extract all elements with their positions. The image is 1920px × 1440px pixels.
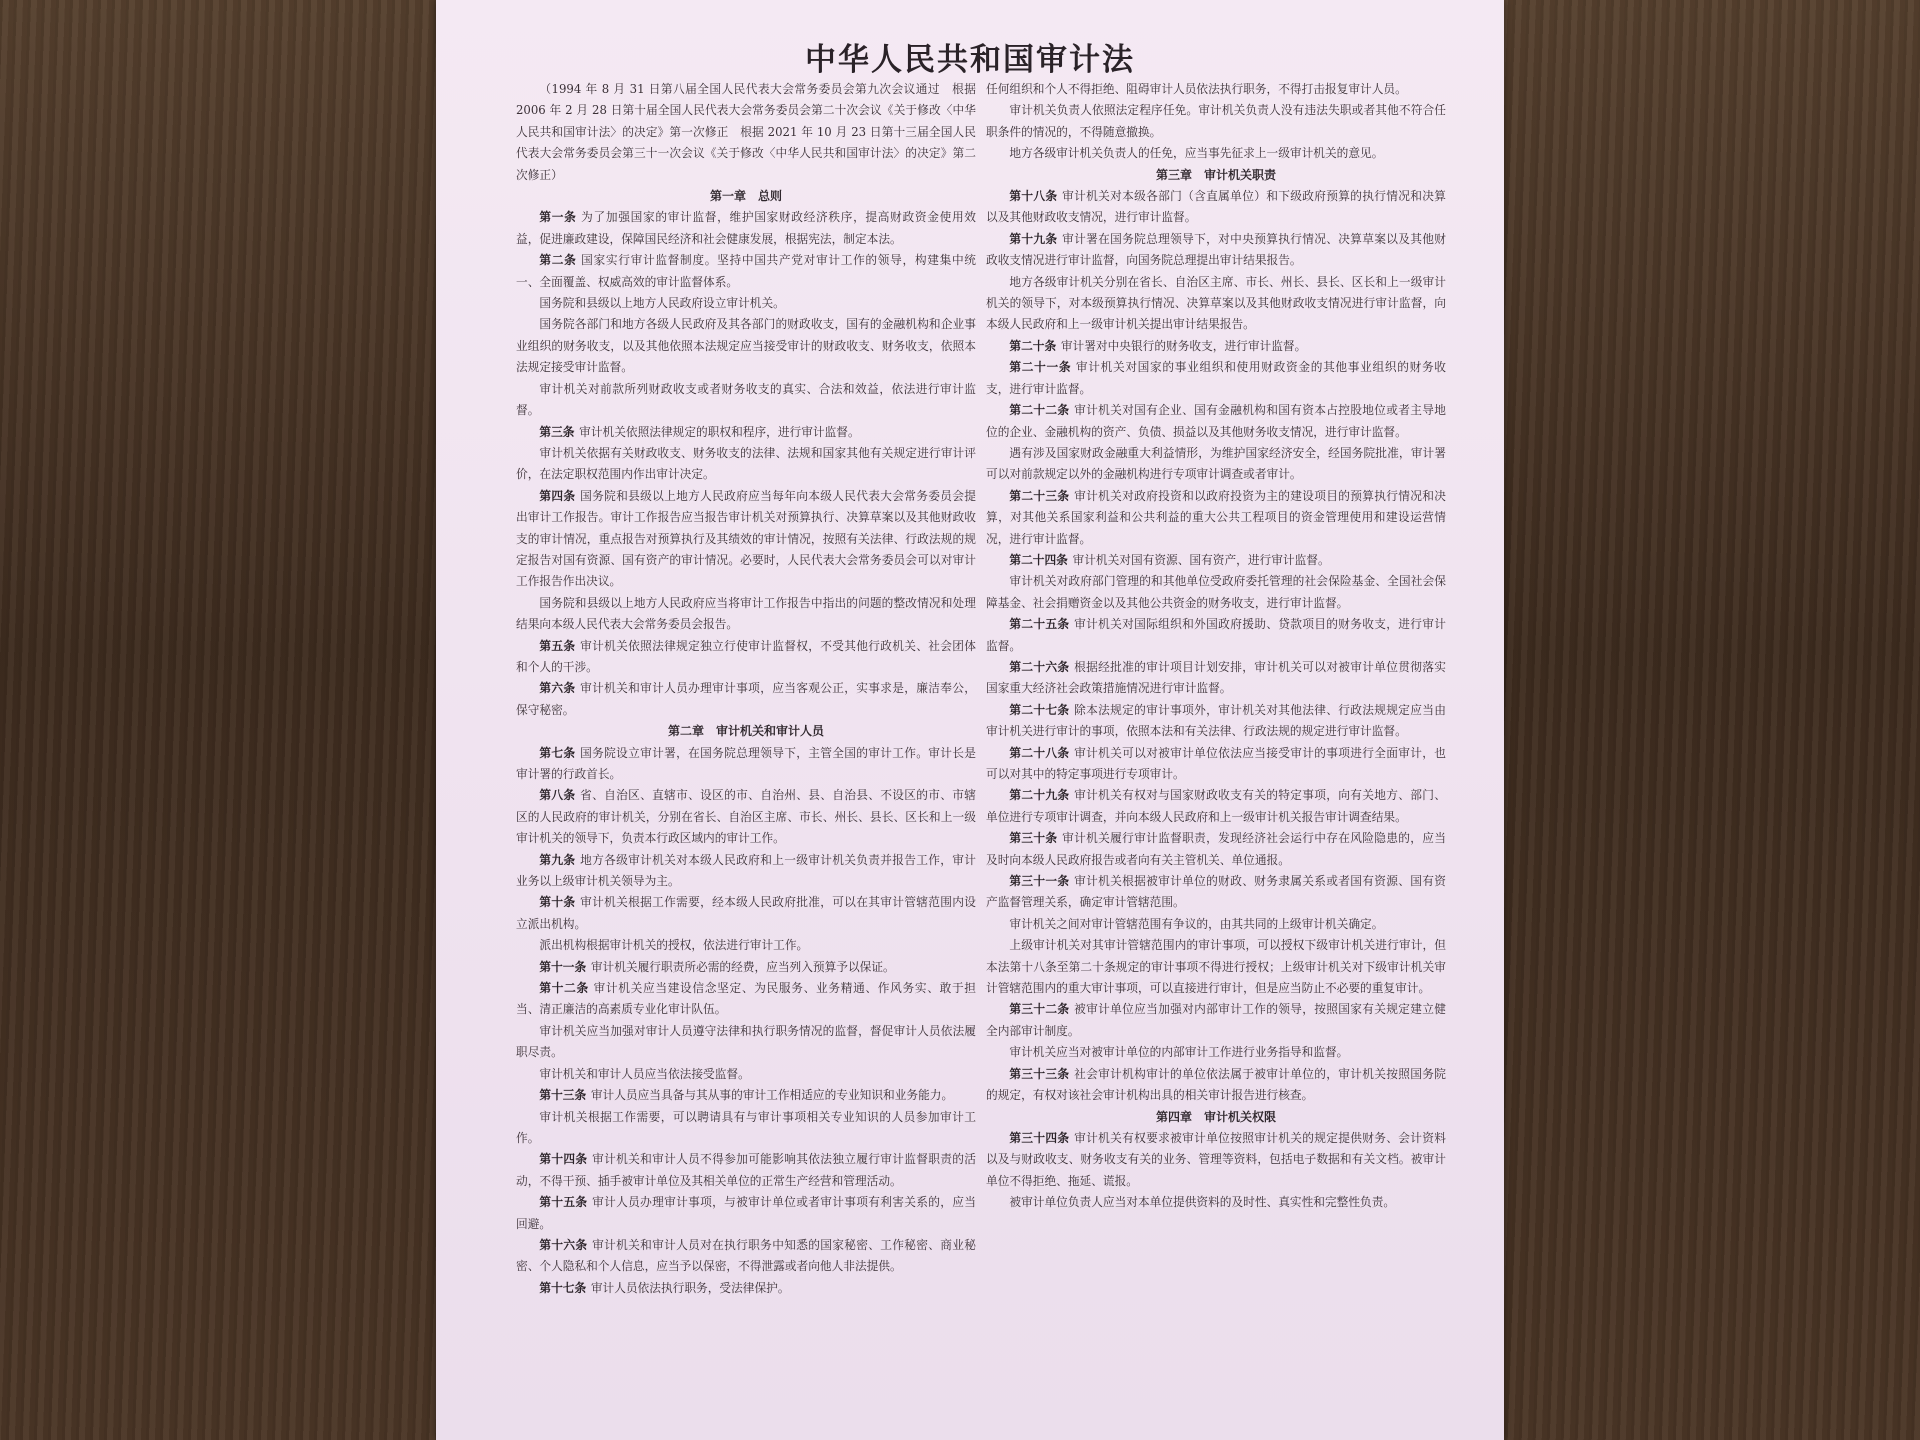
paragraph <box>516 79 976 186</box>
article-paragraph <box>986 700 1446 743</box>
article-paragraph <box>516 486 976 593</box>
article-paragraph <box>516 957 976 978</box>
paragraph <box>986 443 1446 486</box>
paragraph-text: 审计机关对政府部门管理的和其他单位受政府委托管理的社会保险基金、全国社会保障基金、社会捐赠资金以及其他公共资金的财务收支，进行审计监督。 <box>986 574 1446 610</box>
article-paragraph <box>516 850 976 893</box>
article-number: 第三十四条 <box>1009 1130 1070 1145</box>
article-paragraph <box>516 678 976 721</box>
article-paragraph <box>516 1192 976 1235</box>
article-paragraph <box>986 229 1446 272</box>
article-number: 第二十三条 <box>1009 488 1070 503</box>
article-number: 第一条 <box>539 210 577 225</box>
article-number: 第三十三条 <box>1009 1066 1070 1081</box>
chapter-heading: 第三章 审计机关职责 <box>1155 167 1276 182</box>
article-paragraph <box>986 828 1446 871</box>
article-number: 第二十二条 <box>1009 403 1070 418</box>
paragraph-text: 审计机关和审计人员办理审计事项，应当客观公正，实事求是，廉洁奉公，保守秘密。 <box>516 681 976 717</box>
article-paragraph <box>516 1278 976 1299</box>
paragraph-text: 地方各级审计机关分别在省长、自治区主席、市长、州长、县长、区长和上一级审计机关的领导下，对本级预算执行情况、决算草案以及其他财政收支情况进行审计监督，向本级人民政府和上一级审计机关提出审计结果报告。 <box>986 274 1446 332</box>
paragraph-text: 审计机关履行审计监督职责，发现经济社会运行中存在风险隐患的，应当及时向本级人民政府报告或者向有关主管机关、单位通报。 <box>986 831 1446 867</box>
article-paragraph <box>516 1149 976 1192</box>
paragraph <box>986 1192 1446 1213</box>
paragraph-text: 审计机关根据被审计单位的财政、财务隶属关系或者国有资源、国有资产监督管理关系，确定审计管辖范围。 <box>986 874 1446 910</box>
paragraph-text: 审计署在国务院总理领导下，对中央预算执行情况、决算草案以及其他财政收支情况进行审计监督，向国务院总理提出审计结果报告。 <box>986 231 1446 268</box>
paragraph-text: 国务院和县级以上地方人民政府设立审计机关。 <box>539 296 785 311</box>
article-number: 第十二条 <box>539 981 589 996</box>
paragraph-text: 上级审计机关对其审计管辖范围内的审计事项，可以授权下级审计机关进行审计，但本法第十八条至第二十条规定的审计事项不得进行授权；上级审计机关对下级审计机关审计管辖范围内的重大审计事项，可以直接进行审计，但是应当防止不必要的重复审计。 <box>986 938 1446 996</box>
paragraph-text: 国务院和县级以上地方人民政府应当每年向本级人民代表大会常务委员会提出审计工作报告。审计工作报告应当报告审计机关对预算执行、决算草案以及其他财政收支的审计情况，重点报告对预算执行及其绩效的审计情况，按照有关法律、行政法规的规定报告对国有资源、国有资产的审计情况。必要时，人民代表大会常务委员会可以对审计工作报告作出决议。 <box>516 488 976 589</box>
paragraph-text: 审计机关和审计人员应当依法接受监督。 <box>539 1066 750 1081</box>
paragraph <box>986 79 1446 100</box>
article-number: 第四条 <box>539 488 576 503</box>
paragraph-text: 审计机关对国际组织和外国政府援助、贷款项目的财务收支，进行审计监督。 <box>986 617 1446 653</box>
paragraph-text: 审计机关有权对与国家财政收支有关的特定事项，向有关地方、部门、单位进行专项审计调查，并向本级人民政府和上一级审计机关报告审计调查结果。 <box>986 788 1446 824</box>
article-number: 第二十六条 <box>1009 659 1070 674</box>
article-paragraph <box>516 743 976 786</box>
paragraph-text: 地方各级审计机关对本级人民政府和上一级审计机关负责并报告工作，审计业务以上级审计机关领导为主。 <box>516 852 976 889</box>
paragraph-text: 国家实行审计监督制度。坚持中国共产党对审计工作的领导，构建集中统一、全面覆盖、权威高效的审计监督体系。 <box>516 253 976 289</box>
paragraph-text: 审计机关应当对被审计单位的内部审计工作进行业务指导和监督。 <box>1009 1045 1349 1060</box>
paragraph <box>516 1064 976 1085</box>
article-paragraph <box>516 785 976 849</box>
article-number: 第八条 <box>539 788 576 803</box>
paragraph-text: 审计机关和审计人员不得参加可能影响其依法独立履行审计监督职责的活动，不得干预、插手被审计单位及其相关单位的正常生产经营和管理活动。 <box>516 1152 976 1188</box>
paragraph-text: 审计机关根据工作需要，可以聘请具有与审计事项相关专业知识的人员参加审计工作。 <box>516 1109 976 1145</box>
paragraph <box>516 379 976 422</box>
right-column <box>986 79 1446 1429</box>
article-paragraph <box>986 785 1446 828</box>
article-number: 第二十条 <box>1009 338 1057 353</box>
article-number: 第二十一条 <box>1009 360 1072 375</box>
article-paragraph <box>986 400 1446 443</box>
paragraph <box>516 935 976 956</box>
article-paragraph <box>516 250 976 293</box>
article-paragraph <box>986 657 1446 700</box>
article-paragraph <box>986 186 1446 229</box>
article-paragraph <box>986 486 1446 550</box>
article-number: 第七条 <box>539 745 576 760</box>
paragraph-text: 遇有涉及国家财政金融重大利益情形，为维护国家经济安全，经国务院批准，审计署可以对前款规定以外的金融机构进行专项审计调查或者审计。 <box>986 445 1446 482</box>
paragraph-text: 审计机关对国有资源、国有资产，进行审计监督。 <box>1072 552 1330 567</box>
paragraph-text: 社会审计机构审计的单位依法属于被审计单位的，审计机关按照国务院的规定，有权对该社会审计机构出具的相关审计报告进行核查。 <box>986 1066 1446 1103</box>
article-number: 第三条 <box>539 424 575 439</box>
article-number: 第十三条 <box>539 1088 587 1103</box>
paragraph-text: 审计机关应当加强对审计人员遵守法律和执行职务情况的监督，督促审计人员依法履职尽责。 <box>516 1023 976 1060</box>
paragraph-text: 派出机构根据审计机关的授权，依法进行审计工作。 <box>539 938 809 953</box>
article-paragraph <box>986 999 1446 1042</box>
article-paragraph <box>516 892 976 935</box>
article-number: 第十四条 <box>539 1152 588 1167</box>
paragraph-text: 审计机关依照法律规定的职权和程序，进行审计监督。 <box>579 424 860 439</box>
article-number: 第二十四条 <box>1009 552 1068 567</box>
article-paragraph <box>986 336 1446 357</box>
article-number: 第十五条 <box>539 1195 588 1210</box>
paragraph-text: 审计人员依法执行职务，受法律保护。 <box>590 1280 790 1295</box>
article-number: 第二十七条 <box>1009 702 1070 717</box>
paragraph-text: 国务院和县级以上地方人民政府应当将审计工作报告中指出的问题的整改情况和处理结果向本级人民代表大会常务委员会报告。 <box>516 595 976 632</box>
paragraph <box>516 1107 976 1150</box>
article-paragraph <box>986 743 1446 786</box>
article-number: 第十九条 <box>1009 231 1058 246</box>
paragraph-text: 审计机关依照法律规定独立行使审计监督权，不受其他行政机关、社会团体和个人的干涉。 <box>516 638 976 674</box>
article-number: 第三十一条 <box>1009 874 1070 889</box>
paragraph-text: 审计机关和审计人员对在执行职务中知悉的国家秘密、工作秘密、商业秘密、个人隐私和个人信息，应当予以保密，不得泄露或者向他人非法提供。 <box>516 1237 976 1274</box>
article-paragraph <box>516 636 976 679</box>
article-paragraph <box>986 1128 1446 1192</box>
article-paragraph <box>986 357 1446 400</box>
article-number: 第十条 <box>539 895 576 910</box>
article-number: 第十六条 <box>539 1237 588 1252</box>
paragraph-text: 审计人员办理审计事项，与被审计单位或者审计事项有利害关系的，应当回避。 <box>516 1195 976 1231</box>
paragraph-text: 审计机关对前款所列财政收支或者财务收支的真实、合法和效益，依法进行审计监督。 <box>516 381 976 418</box>
article-number: 第二十五条 <box>1009 617 1070 632</box>
article-number: 第三十二条 <box>1009 1002 1070 1017</box>
article-paragraph <box>986 871 1446 914</box>
paragraph-text: 任何组织和个人不得拒绝、阻碍审计人员依法执行职务，不得打击报复审计人员。 <box>986 82 1407 96</box>
left-column <box>516 79 976 1429</box>
article-number: 第二十八条 <box>1009 745 1070 760</box>
article-paragraph <box>516 422 976 443</box>
paragraph-text: 地方各级审计机关负责人的任免，应当事先征求上一级审计机关的意见。 <box>1009 146 1384 161</box>
paragraph <box>986 100 1446 143</box>
article-paragraph <box>986 1064 1446 1107</box>
paragraph <box>986 571 1446 614</box>
paragraph-text: 审计机关依据有关财政收支、财务收支的法律、法规和国家其他有关规定进行审计评价，在法定职权范围内作出审计决定。 <box>516 445 976 482</box>
paragraph <box>986 272 1446 336</box>
paragraph <box>986 1042 1446 1063</box>
chapter-heading: 第二章 审计机关和审计人员 <box>667 724 824 739</box>
paragraph-text: 审计署对中央银行的财务收支，进行审计监督。 <box>1060 338 1307 353</box>
paragraph-text: 审计机关有权要求被审计单位按照审计机关的规定提供财务、会计资料以及与财政收支、财务收支有关的业务、管理等资料，包括电子数据和有关文档。被审计单位不得拒绝、拖延、谎报。 <box>986 1130 1446 1188</box>
article-number: 第十七条 <box>539 1280 587 1295</box>
paragraph-text: 被审计单位负责人应当对本单位提供资料的及时性、真实性和完整性负责。 <box>1009 1195 1396 1210</box>
paragraph-text: 国务院各部门和地方各级人民政府及其各部门的财政收支，国有的金融机构和企业事业组织的财务收支，以及其他依照本法规定应当接受审计的财政收支、财务收支，依照本法规定接受审计监督。 <box>516 317 976 375</box>
paragraph-text: 审计机关对国家的事业组织和使用财政资金的其他事业组织的财务收支，进行审计监督。 <box>986 360 1446 396</box>
paragraph-text: （1994 年 8 月 31 日第八届全国人民代表大会常务委员会第九次会议通过 根据 2006 年 2 月 28 日第十届全国人民代表大会常务委员会第二十次会议《关于修改〈中华人民共和国审计法〉的决定》第一次修正 根据 2021 年 10 月 23 日第十三届全国人民代表大会常务委员会第三十一次会议《关于修改〈中华人民共和国审计法〉的决定》第二次修正） <box>516 82 976 182</box>
article-paragraph <box>986 614 1446 657</box>
paragraph-text: 审计人员应当具备与其从事的审计工作相适应的专业知识和业务能力。 <box>590 1088 954 1103</box>
paragraph-text: 审计机关对本级各部门（含直属单位）和下级政府预算的执行情况和决算以及其他财政收支情况，进行审计监督。 <box>986 189 1446 225</box>
article-number: 第十一条 <box>539 959 587 974</box>
paragraph <box>516 293 976 314</box>
paragraph <box>516 314 976 378</box>
article-paragraph <box>986 550 1446 571</box>
article-paragraph <box>516 207 976 250</box>
paragraph-text: 为了加强国家的审计监督，维护国家财政经济秩序，提高财政资金使用效益，促进廉政建设，保障国民经济和社会健康发展，根据宪法，制定本法。 <box>516 210 976 246</box>
paragraph-text: 审计机关对政府投资和以政府投资为主的建设项目的预算执行情况和决算，对其他关系国家利益和公共利益的重大公共工程项目的资金管理使用和建设运营情况，进行审计监督。 <box>986 488 1446 546</box>
paragraph-text: 审计机关对国有企业、国有金融机构和国有资本占控股地位或者主导地位的企业、金融机构的资产、负债、损益以及其他财务收支情况，进行审计监督。 <box>986 403 1446 439</box>
article-number: 第三十条 <box>1009 831 1058 846</box>
article-number: 第二条 <box>539 253 577 268</box>
paragraph <box>986 935 1446 999</box>
chapter-heading: 第四章 审计机关权限 <box>1155 1109 1276 1124</box>
article-paragraph <box>516 1085 976 1106</box>
paragraph <box>986 143 1446 164</box>
paragraph <box>986 914 1446 935</box>
paragraph-text: 审计机关应当建设信念坚定、为民服务、业务精通、作风务实、敢于担当、清正廉洁的高素质专业化审计队伍。 <box>516 981 976 1017</box>
paragraph-text: 省、自治区、直辖市、设区的市、自治州、县、自治县、不设区的市、市辖区的人民政府的审计机关，分别在省长、自治区主席、市长、州长、县长、区长和上一级审计机关的领导下，负责本行政区域内的审计工作。 <box>516 788 976 846</box>
article-paragraph <box>516 1235 976 1278</box>
paragraph-text: 根据经批准的审计项目计划安排，审计机关可以对被审计单位贯彻落实国家重大经济社会政策措施情况进行审计监督。 <box>986 659 1446 696</box>
paragraph-text: 被审计单位应当加强对内部审计工作的领导，按照国家有关规定建立健全内部审计制度。 <box>986 1002 1446 1038</box>
article-paragraph <box>516 978 976 1021</box>
chapter-heading: 第一章 总则 <box>709 189 782 204</box>
article-number: 第九条 <box>539 852 576 867</box>
paragraph-text: 国务院设立审计署，在国务院总理领导下，主管全国的审计工作。审计长是审计署的行政首长。 <box>516 745 976 781</box>
article-number: 第五条 <box>539 638 576 653</box>
article-number: 第二十九条 <box>1009 788 1070 803</box>
paragraph-text: 审计机关根据工作需要，经本级人民政府批准，可以在其审计管辖范围内设立派出机构。 <box>516 895 976 931</box>
article-number: 第六条 <box>539 681 576 696</box>
paragraph-text: 审计机关履行职责所必需的经费，应当列入预算予以保证。 <box>590 959 895 974</box>
paragraph <box>516 1021 976 1064</box>
paragraph <box>516 443 976 486</box>
document-title: 中华人民共和国审计法 <box>805 42 1135 78</box>
paragraph <box>516 593 976 636</box>
document-page <box>436 0 1504 1440</box>
article-number: 第十八条 <box>1009 189 1058 204</box>
paragraph-text: 审计机关可以对被审计单位依法应当接受审计的事项进行全面审计，也可以对其中的特定事项进行专项审计。 <box>986 745 1446 781</box>
paragraph-text: 除本法规定的审计事项外，审计机关对其他法律、行政法规规定应当由审计机关进行审计的事项，依照本法和有关法律、行政法规的规定进行审计监督。 <box>986 702 1446 739</box>
paragraph-text: 审计机关之间对审计管辖范围有争议的，由其共同的上级审计机关确定。 <box>1009 916 1384 931</box>
paragraph-text: 审计机关负责人依照法定程序任免。审计机关负责人没有违法失职或者其他不符合任职条件的情况的，不得随意撤换。 <box>986 103 1446 139</box>
